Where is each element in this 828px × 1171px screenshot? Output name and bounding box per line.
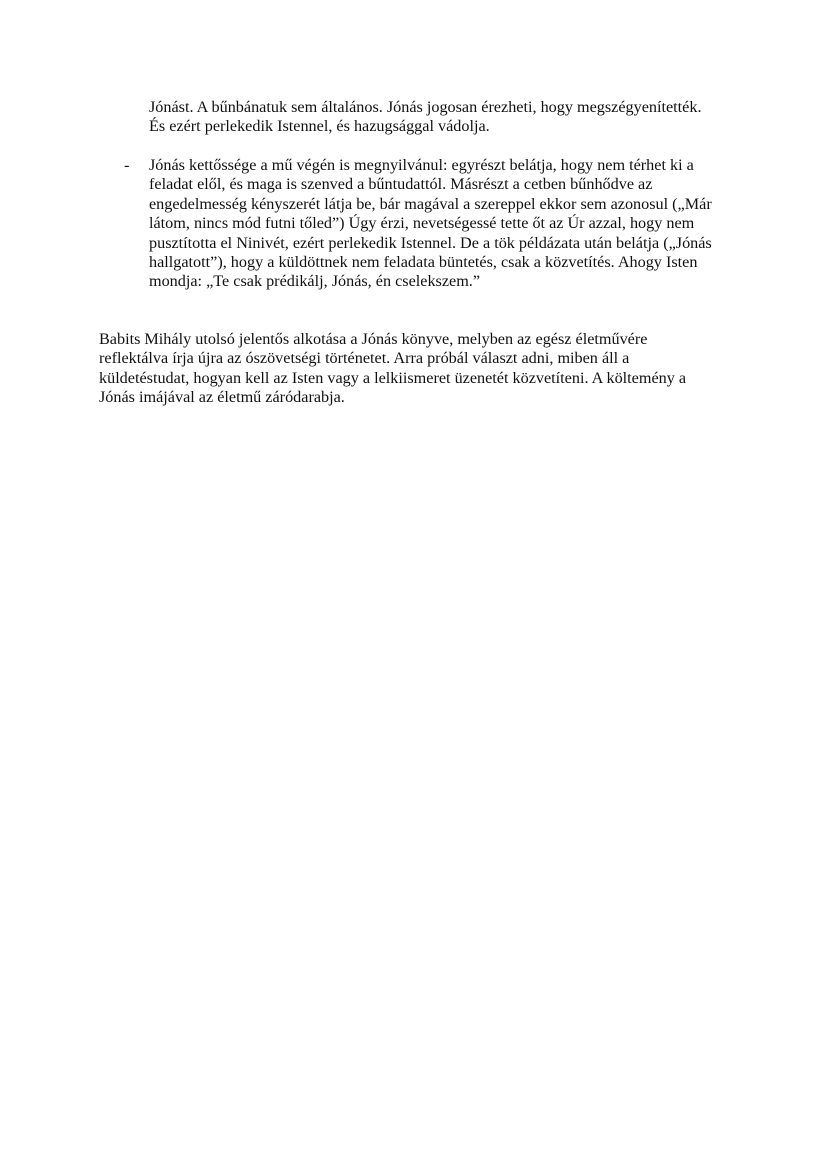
- text-line: pusztította el Ninivét, ezért perlekedik Istennel. De a tök példázata után belátja („Jónás: [149, 233, 712, 252]
- text-line: Jónást. A bűnbánatuk sem általános. Jónás jogosan érezheti, hogy megszégyenítették.: [149, 98, 702, 116]
- text-line: látom, nincs mód futni tőled”) Úgy érzi, nevetségessé tette őt az Úr azzal, hogy nem: [149, 214, 695, 233]
- text-line: hallgatott”), hogy a küldöttnek nem feladata büntetés, csak a közvetítés. Ahogy Isten: [149, 253, 698, 272]
- text-line: engedelmesség kényszerét látja be, bár magával a szereppel ekkor sem azonosul („Már: [149, 194, 712, 213]
- text-line: Jónás imájával az életmű záródarabja.: [99, 388, 345, 407]
- text-line: feladat elől, és maga is szenved a bűntudattól. Másrészt a cetben bűnhődve az: [149, 175, 653, 194]
- text-line: küldetéstudat, hogyan kell az Isten vagy a lelkiismeret üzenetét közvetíteni. A költemény a: [99, 368, 687, 387]
- conclusion-paragraph: [99, 330, 739, 408]
- continued-paragraph: [149, 98, 739, 137]
- text-line: És ezért perlekedik Istennel, és hazugsággal vádolja.: [149, 117, 490, 136]
- text-line: mondja: „Te csak prédikálj, Jónás, én cselekszem.”: [149, 272, 481, 291]
- bullet-dash-marker: -: [124, 156, 130, 174]
- text-line: Babits Mihály utolsó jelentős alkotása a Jónás könyve, melyben az egész életművére: [99, 330, 648, 348]
- text-line: reflektálva írja újra az ószövetségi történetet. Arra próbál választ adni, miben áll a: [99, 349, 630, 368]
- text-line: Jónás kettőssége a mű végén is megnyilvánul: egyrészt belátja, hogy nem térhet ki a: [149, 156, 694, 174]
- bullet-text: [149, 156, 739, 292]
